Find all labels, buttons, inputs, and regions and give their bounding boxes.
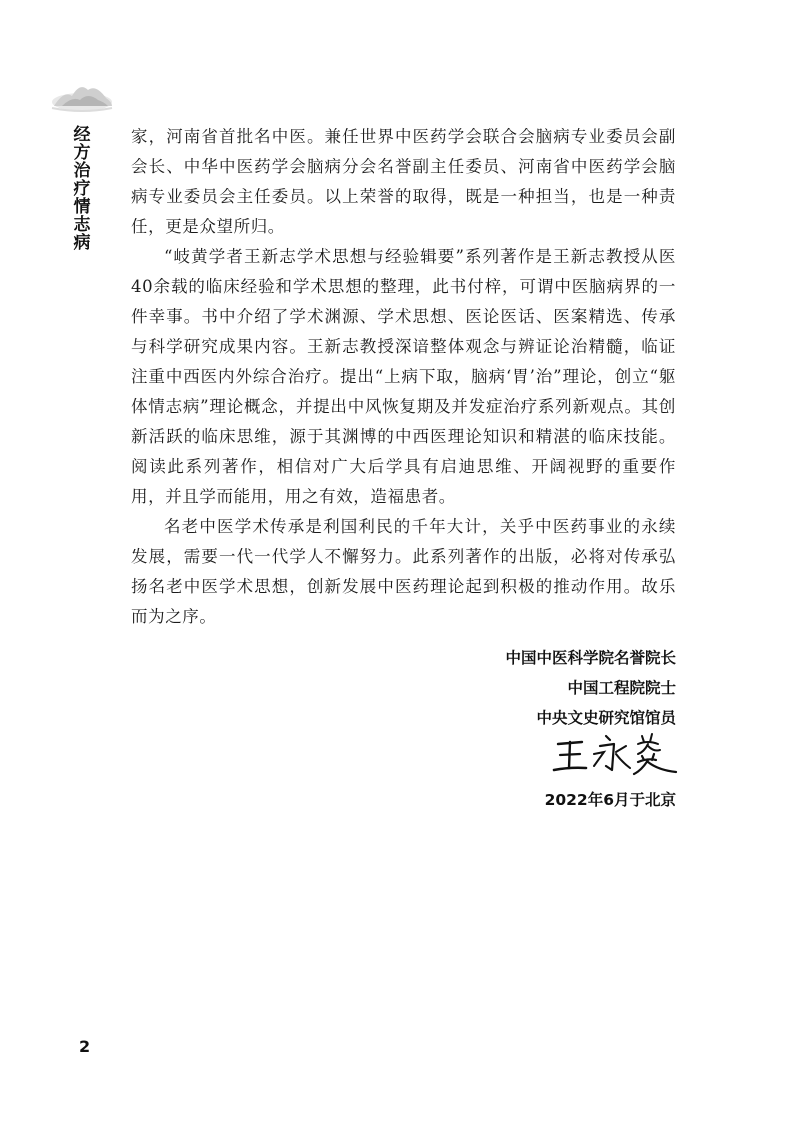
signer-title-3: 中央文史研究馆馆员 (536, 709, 676, 727)
signature-date: 2022年6月于北京 (544, 791, 676, 809)
paragraph-3: 名老中医学术传承是利国利民的千年大计，关乎中医药事业的永续发展，需要一代一代学人不懈努力。此系列著作的出版，必将对传承弘扬名老中医学术思想，创新发展中医药理论起到积极的推动作用。故乐而为之序。 (131, 517, 676, 626)
paragraph-2: “岐黄学者王新志学术思想与经验辑要”系列著作是王新志教授从医40余载的临床经验和学术思想的整理，此书付梓，可谓中医脑病界的一件幸事。书中介绍了学术渊源、学术思想、医论医话、医案精选、传承与科学研究成果内容。王新志教授深谙整体观念与辨证论治精髓，临证注重中西医内外综合治疗。提出“上病下取，脑病‘胃’治”理论，创立“躯体情志病”理论概念，并提出中风恢复期及并发症治疗系列新观点。其创新活跃的临床思维，源于其渊博的中西医理论知识和精湛的临床技能。阅读此系列著作，相信对广大后学具有启迪思维、开阔视野的重要作用，并且学而能用，用之有效，造福患者。 (131, 247, 676, 506)
running-header-title: 经方治疗情志病 (73, 125, 91, 253)
handwritten-signature (550, 730, 680, 780)
page-number: 2 (79, 1037, 91, 1056)
mountain-landscape-icon (50, 72, 114, 118)
signer-title-2: 中国工程院院士 (567, 679, 676, 697)
preface-body (131, 122, 676, 632)
paragraph-1: 家，河南省首批名中医。兼任世界中医药学会联合会脑病专业委员会副会长、中华中医药学会脑病分会名誉副主任委员、河南省中医药学会脑病专业委员会主任委员。以上荣誉的取得，既是一种担当，也是一种责任，更是众望所归。 (131, 127, 676, 236)
signature-titles (505, 643, 676, 733)
signer-title-1: 中国中医科学院名誉院长 (505, 649, 676, 667)
